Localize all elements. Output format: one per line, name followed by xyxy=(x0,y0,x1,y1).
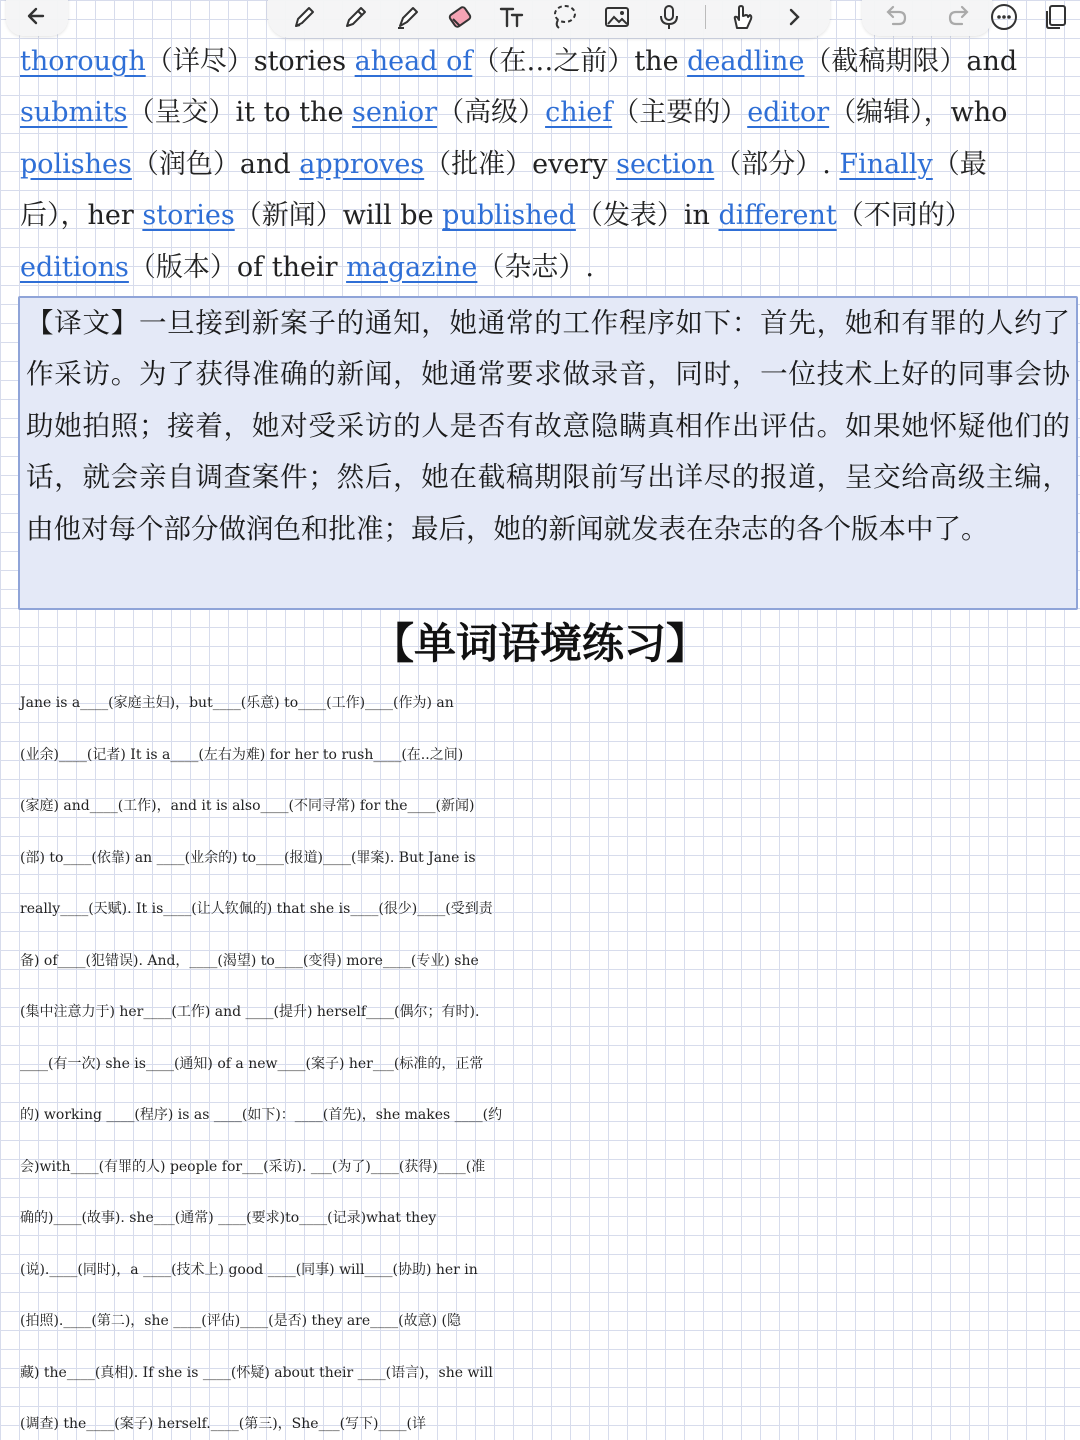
keyword: chief xyxy=(545,97,613,129)
notes-line xyxy=(20,190,1070,241)
notes-line xyxy=(20,87,1070,138)
notes-text: （不同的） xyxy=(836,200,972,232)
back-arrow-icon xyxy=(21,0,53,32)
back-button[interactable] xyxy=(6,0,68,36)
notes-line xyxy=(20,139,1070,190)
image-icon[interactable] xyxy=(601,1,633,33)
notes-text: （高级） xyxy=(437,97,546,129)
exercise-line: (部) to____(依靠) an ____(业余的) to____(报道)____(罪案). But Jane is xyxy=(20,850,476,866)
text-tool-icon[interactable] xyxy=(496,1,528,33)
keyword: deadline xyxy=(687,46,805,77)
exercise-heading: 【单词语境练习】 xyxy=(371,619,708,668)
keyword: Finally xyxy=(839,148,933,180)
notes-text: （部分）. xyxy=(714,148,840,180)
exercise-line: 确的)____(故事). she___(通常) ____(要求)to____(记录)what they xyxy=(20,1210,437,1226)
keyword: thorough xyxy=(20,46,146,77)
notes-text: 后），her xyxy=(20,200,143,232)
keyword: stories xyxy=(142,200,235,232)
notes-text: （详尽）stories xyxy=(145,46,355,77)
notes-text: （截稿期限）and xyxy=(804,46,1018,77)
pen-icon[interactable] xyxy=(288,1,320,33)
exercise-line: (拍照).____(第二)，she ____(评估)____(是否) they are____(故意) (隐 xyxy=(20,1313,461,1329)
exercise-line: Jane is a____(家庭主妇)，but____(乐意) to____(工作)____(作为) an xyxy=(20,695,454,711)
exercise-line: (说).____(同时)，a ____(技术上) good ____(同事) will____(协助) her in xyxy=(20,1262,478,1278)
notes-text: （批准）every xyxy=(424,148,617,180)
exercise-line: 的) working ____(程序) is as ____(如下)：____(首先)，she makes ____(约 xyxy=(20,1107,503,1123)
translation-text: 【译文】一旦接到新案子的通知，她通常的工作程序如下：首先，她和有罪的人约了作采访。为了获得准确的新闻，她通常要求做录音，同时，一位技术上好的同事会协助她拍照；接着，她对受采访的人是否有故意隐瞒真相作出评估。如果她怀疑他们的话，就会亲自调查案件；然后，她在截稿期限前写出详尽的报道，呈交给高级主编，由他对每个部分做润色和批准；最后，她的新闻就发表在杂志的各个版本中了。 xyxy=(26,307,1070,545)
keyword: published xyxy=(442,200,576,232)
keyword: different xyxy=(718,200,837,232)
notes-text: （编辑），who xyxy=(829,97,1008,129)
notes-text: （呈交）it to the xyxy=(127,97,353,129)
keyword: editions xyxy=(20,251,129,283)
notes-text: （在…之前）the xyxy=(472,46,688,77)
undo-icon[interactable] xyxy=(879,0,911,32)
exercise-line: (集中注意力于) her____(工作) and ____(提升) herself____(偶尔；有时). xyxy=(20,1004,480,1020)
toolbar xyxy=(0,0,1080,36)
more-dots-icon xyxy=(988,1,1020,33)
keyword: editor xyxy=(747,97,830,129)
english-notes xyxy=(20,36,1070,293)
pencil-icon[interactable] xyxy=(340,1,372,33)
notes-line xyxy=(20,242,1070,293)
keyword: senior xyxy=(352,97,438,129)
toolbar-separator xyxy=(705,5,706,29)
pages-button[interactable] xyxy=(1036,0,1076,36)
keyword: approves xyxy=(299,148,425,180)
translation-box xyxy=(18,296,1078,610)
exercise-line: ____(有一次) she is____(通知) of a new____(案子) her___(标准的，正常 xyxy=(20,1056,484,1072)
exercise-line: (调查) the____(案子) herself.____(第三)，She___(写下)____(详 xyxy=(20,1416,426,1432)
redo-icon[interactable] xyxy=(944,0,976,32)
keyword: section xyxy=(616,148,715,180)
notes-text: （最 xyxy=(932,148,987,180)
keyword: submits xyxy=(20,97,128,129)
notes-text: （主要的） xyxy=(612,97,748,129)
exercise-line: 藏) the____(真相). If she is ____(怀疑) about their ____(语言)，she will xyxy=(20,1365,493,1381)
notes-text: （发表）in xyxy=(575,200,719,232)
lasso-icon[interactable] xyxy=(548,1,580,33)
notes-line xyxy=(20,36,1070,87)
highlighter-icon[interactable] xyxy=(392,1,424,33)
exercise-line: 会)with____(有罪的人) people for___(采访). ___(为了)____(获得)____(准 xyxy=(20,1159,486,1175)
exercise-line: really____(天赋). It is____(让人钦佩的) that she is____(很少)____(受到责 xyxy=(20,901,493,917)
keyword: magazine xyxy=(346,251,478,283)
exercise-line: (家庭) and____(工作)，and it is also____(不同寻常) for the____(新闻) xyxy=(20,798,475,814)
microphone-icon[interactable] xyxy=(653,1,685,33)
more-button[interactable] xyxy=(984,0,1024,36)
hand-gesture-icon[interactable] xyxy=(726,1,758,33)
exercise-line: (业余)____(记者) It is a____(左右为难) for her to rush____(在..之间) xyxy=(20,747,464,763)
exercise-line: 备) of____(犯错误). And，____(渴望) to____(变得) more____(专业) she xyxy=(20,953,479,969)
notes-text: （杂志）. xyxy=(477,251,594,283)
pages-icon xyxy=(1040,1,1072,33)
chevron-right-icon[interactable] xyxy=(778,1,810,33)
tool-palette xyxy=(268,0,830,38)
eraser-icon[interactable] xyxy=(444,1,476,33)
keyword: ahead of xyxy=(354,46,473,77)
notes-text: （版本）of their xyxy=(128,251,347,283)
notes-text: （润色）and xyxy=(131,148,300,180)
history-controls xyxy=(862,0,992,36)
keyword: polishes xyxy=(20,148,132,180)
notes-text: （新闻）will be xyxy=(234,200,443,232)
